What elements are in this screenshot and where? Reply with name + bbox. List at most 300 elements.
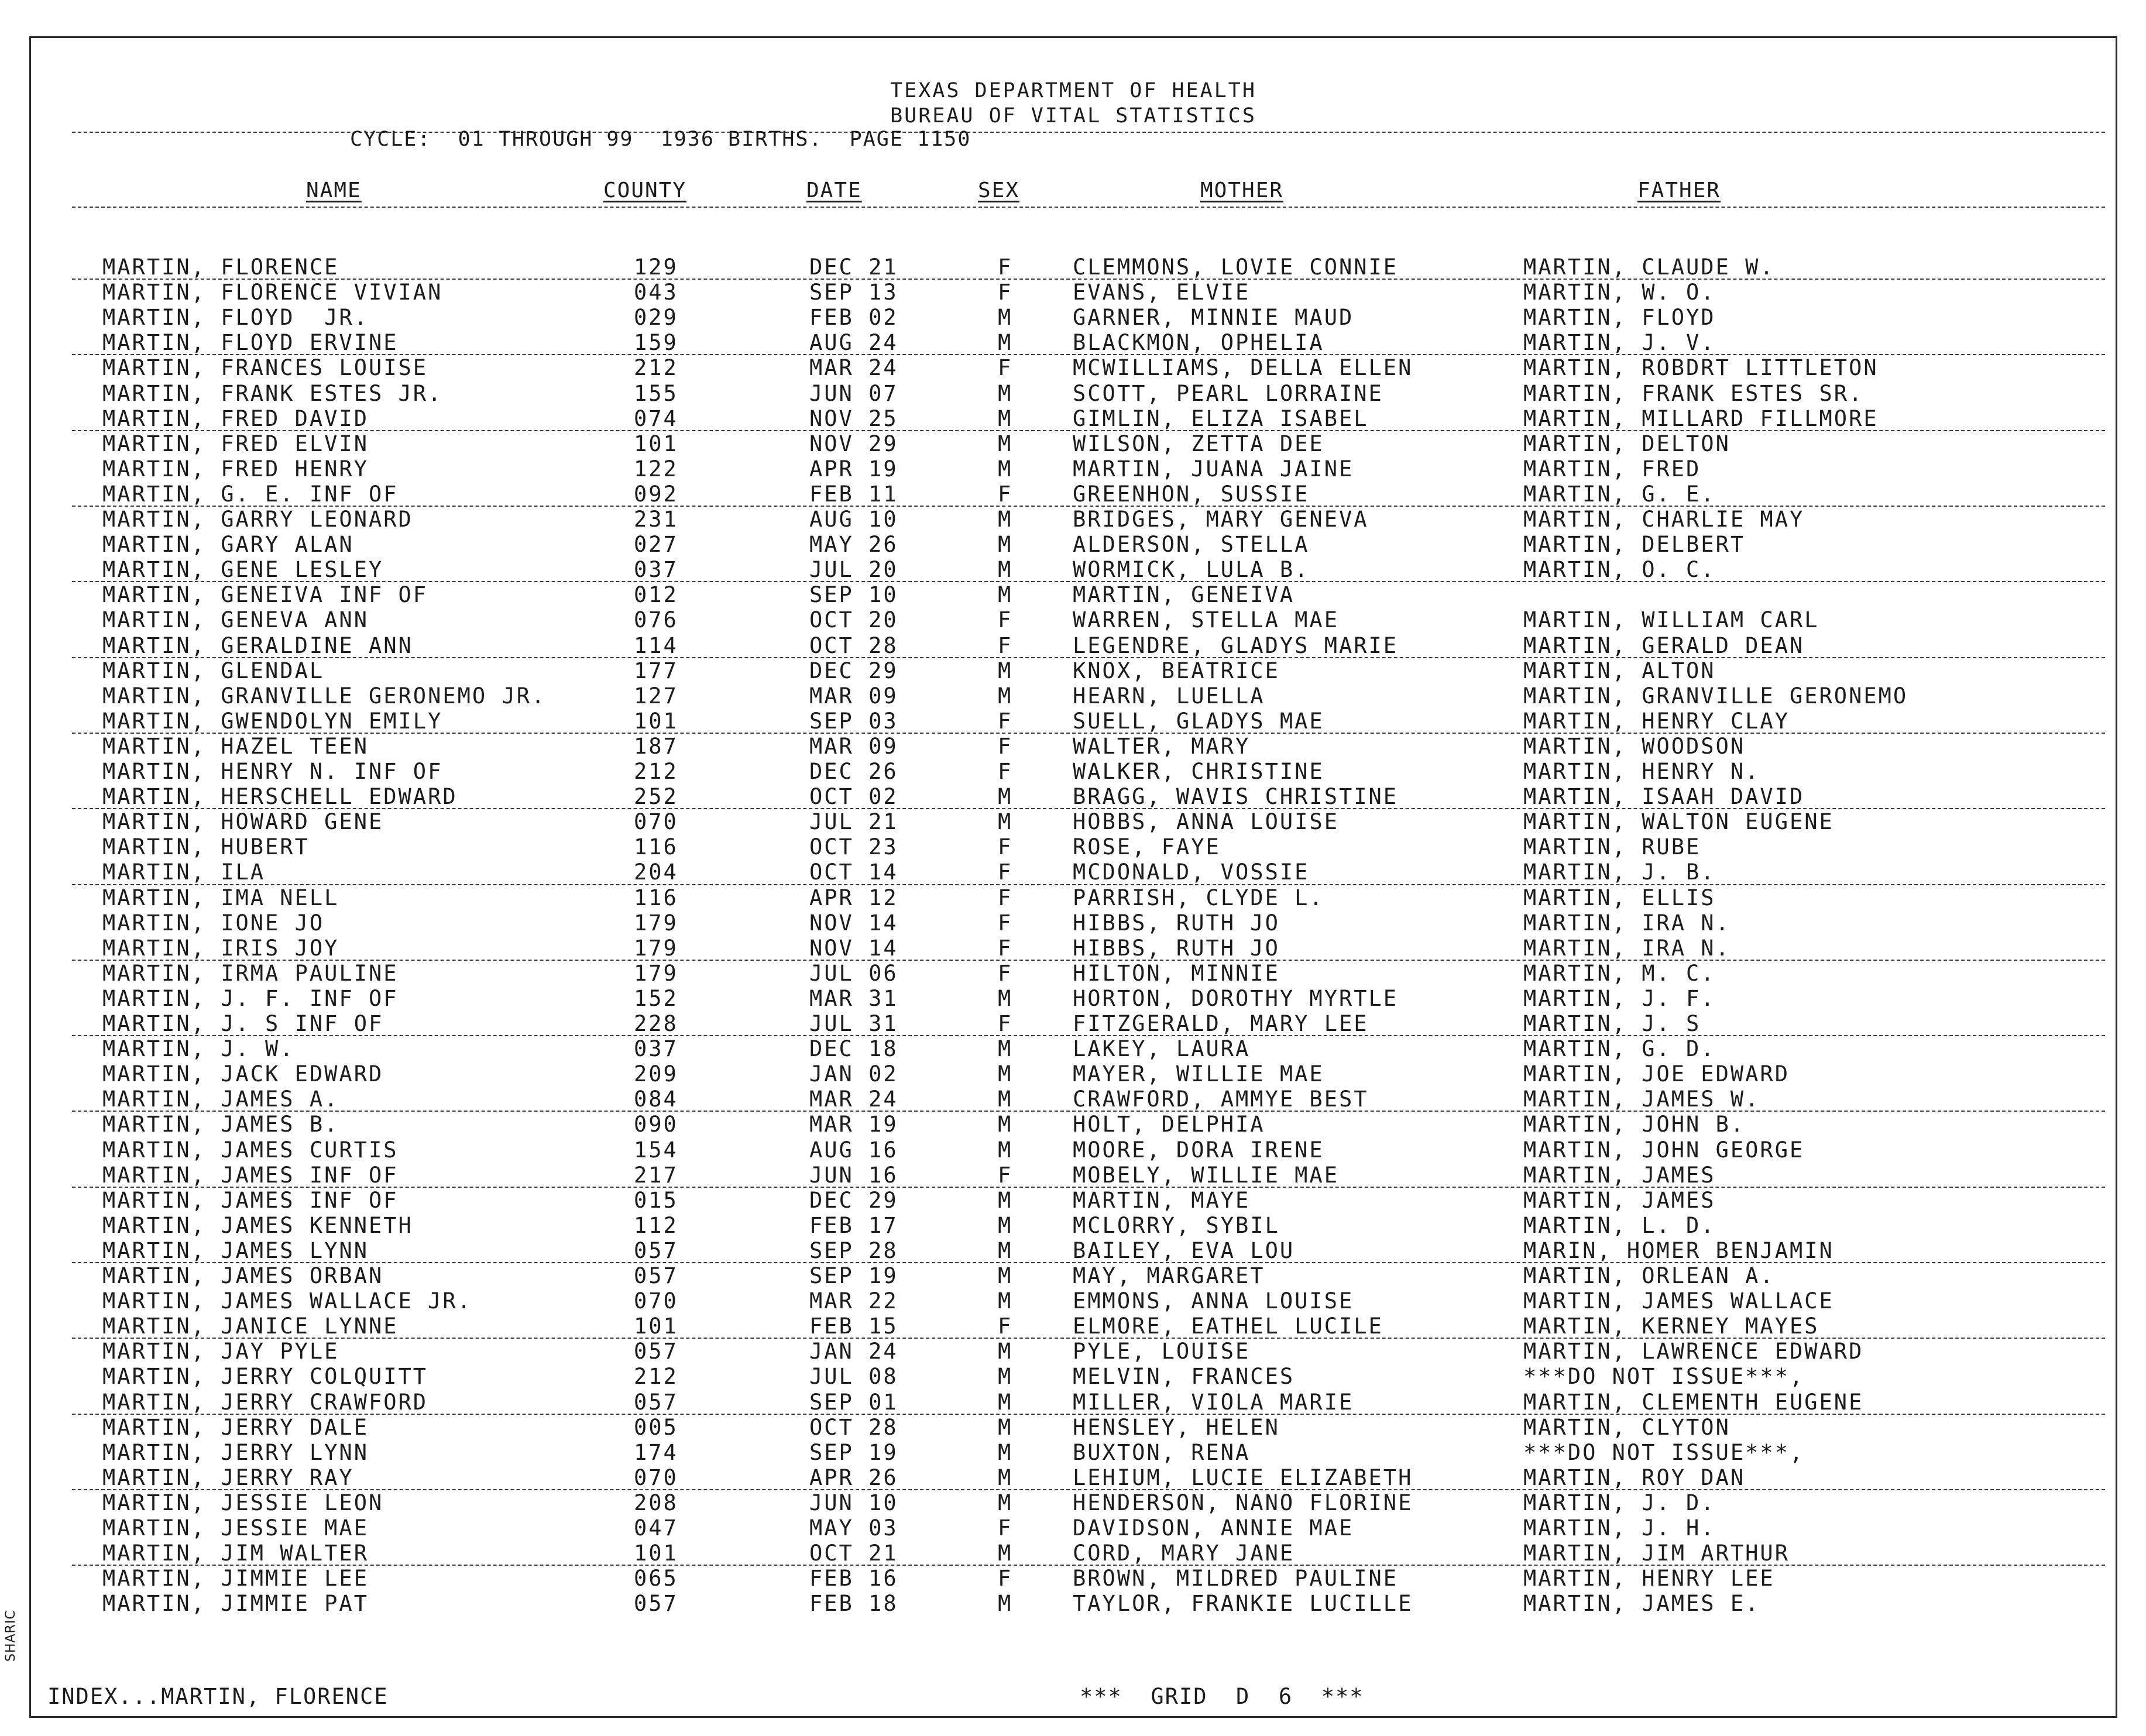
cell-date: MAY 26	[809, 532, 898, 558]
cell-sex: M	[998, 557, 1013, 583]
cell-date: MAR 31	[809, 985, 898, 1011]
cell-mother: HEARN, LUELLA	[1073, 683, 1265, 709]
cell-father: MARTIN, WILLIAM CARL	[1523, 607, 1819, 633]
table-row	[31, 1415, 2116, 1441]
column-header-name: NAME	[306, 178, 362, 202]
cell-date: SEP 13	[809, 280, 898, 305]
cell-date: MAR 24	[809, 1087, 898, 1112]
cell-name: MARTIN, GARRY LEONARD	[102, 507, 413, 532]
cell-sex: F	[998, 355, 1013, 381]
cell-date: DEC 29	[809, 1187, 898, 1213]
cell-county: 116	[634, 885, 678, 910]
cell-county: 101	[634, 1314, 678, 1339]
cell-county: 037	[634, 1036, 678, 1062]
table-row	[31, 633, 2116, 659]
table-row	[31, 456, 2116, 482]
cell-sex: M	[998, 380, 1013, 406]
cell-father: MARTIN, JAMES	[1523, 1187, 1716, 1213]
cell-father: MARTIN, IRA N.	[1523, 910, 1730, 936]
table-row	[31, 1364, 2116, 1390]
cell-mother: LEGENDRE, GLADYS MARIE	[1073, 632, 1399, 658]
cell-sex: M	[998, 405, 1013, 431]
cell-father: MARTIN, JOHN GEORGE	[1523, 1137, 1805, 1163]
table-row	[31, 255, 2116, 280]
cell-sex: M	[998, 1112, 1013, 1137]
cell-name: MARTIN, HENRY N. INF OF	[102, 759, 443, 784]
cell-date: SEP 01	[809, 1389, 898, 1415]
table-row	[31, 381, 2116, 407]
table-row	[31, 1440, 2116, 1466]
cell-name: MARTIN, FLORENCE	[102, 255, 339, 280]
cell-name: MARTIN, JAMES A.	[102, 1087, 339, 1112]
cell-mother: DAVIDSON, ANNIE MAE	[1073, 1515, 1354, 1541]
cell-county: 217	[634, 1162, 678, 1188]
cell-county: 092	[634, 481, 678, 507]
cell-county: 076	[634, 607, 678, 633]
cell-date: JUL 08	[809, 1364, 898, 1390]
cell-father: MARTIN, DELBERT	[1523, 532, 1746, 558]
table-row	[31, 1465, 2116, 1491]
cell-mother: WILSON, ZETTA DEE	[1073, 431, 1324, 456]
table-row	[31, 683, 2116, 709]
cell-county: 057	[634, 1339, 678, 1364]
cell-sex: M	[998, 1439, 1013, 1465]
cell-mother: CLEMMONS, LOVIE CONNIE	[1073, 255, 1399, 280]
cell-sex: M	[998, 330, 1013, 356]
cell-date: JUL 21	[809, 809, 898, 835]
cell-sex: F	[998, 834, 1013, 860]
cell-father: MARTIN, JAMES	[1523, 1162, 1716, 1188]
cell-name: MARTIN, HERSCHELL EDWARD	[102, 784, 458, 810]
cell-county: 012	[634, 582, 678, 608]
cell-sex: M	[998, 1465, 1013, 1490]
table-row	[31, 809, 2116, 835]
cell-name: MARTIN, JAMES ORBAN	[102, 1263, 384, 1288]
table-row	[31, 557, 2116, 583]
cell-name: MARTIN, GRANVILLE GERONEMO JR.	[102, 683, 547, 709]
cell-name: MARTIN, JIM WALTER	[102, 1541, 369, 1566]
cell-sex: M	[998, 1389, 1013, 1415]
document-frame	[29, 36, 2117, 1718]
cell-sex: M	[998, 809, 1013, 835]
cell-sex: F	[998, 280, 1013, 305]
cell-mother: ELMORE, EATHEL LUCILE	[1073, 1314, 1383, 1339]
table-row	[31, 582, 2116, 608]
cell-sex: M	[998, 658, 1013, 683]
table-row	[31, 1112, 2116, 1137]
table-row	[31, 1036, 2116, 1062]
cell-sex: M	[998, 683, 1013, 709]
cell-date: OCT 14	[809, 860, 898, 885]
table-row	[31, 532, 2116, 558]
cell-county: 101	[634, 708, 678, 734]
cell-sex: F	[998, 1162, 1013, 1188]
cell-county: 057	[634, 1263, 678, 1288]
cell-mother: HORTON, DOROTHY MYRTLE	[1073, 985, 1399, 1011]
cell-date: MAR 22	[809, 1288, 898, 1314]
table-row	[31, 330, 2116, 356]
table-row	[31, 860, 2116, 885]
cell-mother: MOORE, DORA IRENE	[1073, 1137, 1324, 1163]
cell-mother: HILTON, MINNIE	[1073, 960, 1280, 986]
cell-father: MARTIN, JOHN B.	[1523, 1112, 1746, 1137]
column-header-mother: MOTHER	[1200, 178, 1284, 202]
cell-father: MARTIN, DELTON	[1523, 431, 1730, 456]
table-row	[31, 1541, 2116, 1566]
cell-county: 179	[634, 960, 678, 986]
cell-sex: F	[998, 1566, 1013, 1591]
cell-name: MARTIN, JIMMIE LEE	[102, 1566, 369, 1591]
cell-father: MARTIN, ALTON	[1523, 658, 1716, 683]
cell-sex: F	[998, 481, 1013, 507]
cell-date: FEB 02	[809, 305, 898, 331]
cell-father: MARTIN, FLOYD	[1523, 305, 1716, 331]
cell-name: MARTIN, FRANK ESTES JR.	[102, 380, 443, 406]
cell-name: MARTIN, IMA NELL	[102, 885, 339, 910]
table-row	[31, 507, 2116, 532]
cell-county: 057	[634, 1389, 678, 1415]
cell-mother: MAY, MARGARET	[1073, 1263, 1265, 1288]
cell-sex: F	[998, 885, 1013, 910]
cell-date: JUN 10	[809, 1490, 898, 1515]
cell-sex: F	[998, 960, 1013, 986]
cell-mother: ALDERSON, STELLA	[1073, 532, 1310, 558]
cell-county: 070	[634, 809, 678, 835]
cell-name: MARTIN, JAMES WALLACE JR.	[102, 1288, 472, 1314]
table-row	[31, 709, 2116, 734]
cell-name: MARTIN, JAMES LYNN	[102, 1237, 369, 1263]
table-row	[31, 1314, 2116, 1339]
cell-name: MARTIN, IONE JO	[102, 910, 325, 936]
cell-date: OCT 02	[809, 784, 898, 810]
cycle-line: CYCLE: 01 THROUGH 99 1936 BIRTHS. PAGE 1150	[350, 128, 971, 151]
cell-mother: BRIDGES, MARY GENEVA	[1073, 507, 1369, 532]
cell-date: AUG 10	[809, 507, 898, 532]
cell-father: MARTIN, RUBE	[1523, 834, 1701, 860]
table-row	[31, 482, 2116, 507]
cell-county: 187	[634, 733, 678, 759]
column-header-date: DATE	[806, 178, 862, 202]
footer-grid: *** GRID D 6 ***	[1080, 1684, 1364, 1709]
table-row	[31, 1213, 2116, 1239]
cell-father: MARTIN, FRANK ESTES SR.	[1523, 380, 1864, 406]
cell-county: 114	[634, 632, 678, 658]
cell-mother: BROWN, MILDRED PAULINE	[1073, 1566, 1399, 1591]
cell-county: 127	[634, 683, 678, 709]
cell-date: SEP 10	[809, 582, 898, 608]
cell-name: MARTIN, JIMMIE PAT	[102, 1591, 369, 1617]
table-row	[31, 1339, 2116, 1364]
cell-sex: F	[998, 759, 1013, 784]
cell-date: DEC 18	[809, 1036, 898, 1062]
cell-mother: WARREN, STELLA MAE	[1073, 607, 1339, 633]
table-row	[31, 1137, 2116, 1163]
cell-county: 122	[634, 456, 678, 482]
cell-sex: M	[998, 1288, 1013, 1314]
cell-mother: MOBELY, WILLIE MAE	[1073, 1162, 1339, 1188]
cell-sex: M	[998, 985, 1013, 1011]
cell-date: JUN 16	[809, 1162, 898, 1188]
cell-sex: M	[998, 456, 1013, 482]
cell-father: MARTIN, J. F.	[1523, 985, 1716, 1011]
cell-name: MARTIN, J. F. INF OF	[102, 985, 399, 1011]
cell-sex: M	[998, 431, 1013, 456]
cell-name: MARTIN, JERRY CRAWFORD	[102, 1389, 428, 1415]
cell-mother: HOBBS, ANNA LOUISE	[1073, 809, 1339, 835]
cell-name: MARTIN, JERRY RAY	[102, 1465, 354, 1490]
cell-county: 043	[634, 280, 678, 305]
table-row	[31, 1288, 2116, 1314]
table-row	[31, 1263, 2116, 1289]
cell-mother: BRAGG, WAVIS CHRISTINE	[1073, 784, 1399, 810]
cell-mother: GARNER, MINNIE MAUD	[1073, 305, 1354, 331]
cell-father: MARTIN, CHARLIE MAY	[1523, 507, 1805, 532]
cell-sex: M	[998, 532, 1013, 558]
cell-name: MARTIN, GENEIVA INF OF	[102, 582, 428, 608]
cell-sex: M	[998, 1212, 1013, 1238]
cell-date: MAR 24	[809, 355, 898, 381]
column-header-rule	[72, 207, 2105, 208]
cell-name: MARTIN, HUBERT	[102, 834, 310, 860]
table-row	[31, 1188, 2116, 1214]
cell-mother: MELVIN, FRANCES	[1073, 1364, 1295, 1390]
cell-name: MARTIN, HAZEL TEEN	[102, 733, 369, 759]
footer-index: INDEX...MARTIN, FLORENCE	[47, 1684, 389, 1709]
table-row	[31, 910, 2116, 936]
table-row	[31, 280, 2116, 305]
cell-date: NOV 25	[809, 405, 898, 431]
cell-father: MARTIN, CLAUDE W.	[1523, 255, 1775, 280]
table-row	[31, 986, 2116, 1012]
cell-name: MARTIN, JAMES B.	[102, 1112, 339, 1137]
cell-date: NOV 14	[809, 910, 898, 936]
cell-county: 090	[634, 1112, 678, 1137]
cell-name: MARTIN, JERRY COLQUITT	[102, 1364, 428, 1390]
cell-name: MARTIN, JAMES KENNETH	[102, 1212, 413, 1238]
cell-county: 005	[634, 1414, 678, 1440]
cell-date: JAN 02	[809, 1061, 898, 1087]
cell-county: 179	[634, 935, 678, 961]
cell-county: 047	[634, 1515, 678, 1541]
cell-county: 112	[634, 1212, 678, 1238]
cell-father: MARTIN, GRANVILLE GERONEMO	[1523, 683, 1908, 709]
cell-date: MAR 09	[809, 733, 898, 759]
table-row	[31, 784, 2116, 810]
cell-father: MARTIN, L. D.	[1523, 1212, 1716, 1238]
cell-mother: MAYER, WILLIE MAE	[1073, 1061, 1324, 1087]
cell-county: 174	[634, 1439, 678, 1465]
cell-sex: M	[998, 1087, 1013, 1112]
cell-date: OCT 21	[809, 1541, 898, 1566]
cell-name: MARTIN, JESSIE MAE	[102, 1515, 369, 1541]
cell-sex: M	[998, 1036, 1013, 1062]
cell-date: NOV 29	[809, 431, 898, 456]
table-row	[31, 734, 2116, 759]
cell-name: MARTIN, JAMES INF OF	[102, 1162, 399, 1188]
cell-father: MARTIN, HENRY CLAY	[1523, 708, 1790, 734]
cell-father: MARIN, HOMER BENJAMIN	[1523, 1237, 1834, 1263]
cell-sex: F	[998, 632, 1013, 658]
cell-name: MARTIN, J. S INF OF	[102, 1011, 384, 1036]
cell-mother: HENSLEY, HELEN	[1073, 1414, 1280, 1440]
cell-father: MARTIN, J. D.	[1523, 1490, 1716, 1515]
cell-date: AUG 24	[809, 330, 898, 356]
cell-date: SEP 03	[809, 708, 898, 734]
cell-county: 070	[634, 1288, 678, 1314]
cell-county: 231	[634, 507, 678, 532]
table-row	[31, 1163, 2116, 1188]
cell-mother: HOLT, DELPHIA	[1073, 1112, 1265, 1137]
cell-date: JUL 20	[809, 557, 898, 583]
cell-sex: M	[998, 1339, 1013, 1364]
cell-father: MARTIN, JAMES W.	[1523, 1087, 1760, 1112]
cell-mother: MARTIN, JUANA JAINE	[1073, 456, 1354, 482]
cell-mother: FITZGERALD, MARY LEE	[1073, 1011, 1369, 1036]
cell-father: MARTIN, JAMES WALLACE	[1523, 1288, 1834, 1314]
cell-father: ***DO NOT ISSUE***,	[1523, 1364, 1805, 1390]
cell-date: DEC 21	[809, 255, 898, 280]
table-row	[31, 1238, 2116, 1264]
cell-name: MARTIN, FLOYD JR.	[102, 305, 369, 331]
cell-name: MARTIN, G. E. INF OF	[102, 481, 399, 507]
cell-county: 057	[634, 1591, 678, 1617]
cell-mother: KNOX, BEATRICE	[1073, 658, 1280, 683]
table-row	[31, 936, 2116, 961]
cell-name: MARTIN, JACK EDWARD	[102, 1061, 384, 1087]
cell-sex: M	[998, 582, 1013, 608]
cell-mother: HIBBS, RUTH JO	[1073, 935, 1280, 961]
table-row	[31, 658, 2116, 684]
column-header-father: FATHER	[1637, 178, 1721, 202]
cell-date: DEC 26	[809, 759, 898, 784]
cell-mother: MCDONALD, VOSSIE	[1073, 860, 1310, 885]
cell-county: 155	[634, 380, 678, 406]
cell-date: FEB 11	[809, 481, 898, 507]
cell-father: MARTIN, J. S	[1523, 1011, 1701, 1036]
cell-mother: ROSE, FAYE	[1073, 834, 1221, 860]
cell-mother: EVANS, ELVIE	[1073, 280, 1251, 305]
cell-date: SEP 28	[809, 1237, 898, 1263]
table-row	[31, 406, 2116, 432]
cell-sex: M	[998, 305, 1013, 331]
cell-mother: BLACKMON, OPHELIA	[1073, 330, 1324, 356]
cell-sex: F	[998, 255, 1013, 280]
cell-mother: PYLE, LOUISE	[1073, 1339, 1251, 1364]
table-row	[31, 355, 2116, 381]
cell-sex: F	[998, 708, 1013, 734]
cell-mother: CORD, MARY JANE	[1073, 1541, 1295, 1566]
cell-date: APR 26	[809, 1465, 898, 1490]
cell-county: 228	[634, 1011, 678, 1036]
cell-mother: SCOTT, PEARL LORRAINE	[1073, 380, 1383, 406]
cell-name: MARTIN, J. W.	[102, 1036, 295, 1062]
cell-name: MARTIN, IRIS JOY	[102, 935, 339, 961]
cell-father: MARTIN, IRA N.	[1523, 935, 1730, 961]
table-row	[31, 1591, 2116, 1617]
table-row	[31, 1087, 2116, 1112]
cell-county: 129	[634, 255, 678, 280]
cell-county: 159	[634, 330, 678, 356]
cell-sex: M	[998, 1364, 1013, 1390]
cell-date: MAY 03	[809, 1515, 898, 1541]
cell-father: MARTIN, HENRY LEE	[1523, 1566, 1775, 1591]
cell-date: OCT 20	[809, 607, 898, 633]
cell-name: MARTIN, GARY ALAN	[102, 532, 354, 558]
cell-sex: F	[998, 910, 1013, 936]
cell-mother: HENDERSON, NANO FLORINE	[1073, 1490, 1413, 1515]
cell-mother: SUELL, GLADYS MAE	[1073, 708, 1324, 734]
cell-date: SEP 19	[809, 1439, 898, 1465]
cell-name: MARTIN, HOWARD GENE	[102, 809, 384, 835]
table-row	[31, 759, 2116, 785]
cell-date: JUL 31	[809, 1011, 898, 1036]
header-department: TEXAS DEPARTMENT OF HEALTH	[890, 79, 1256, 102]
header-bureau: BUREAU OF VITAL STATISTICS	[890, 104, 1256, 128]
cell-name: MARTIN, FRED HENRY	[102, 456, 369, 482]
table-row	[31, 431, 2116, 457]
cell-father: ***DO NOT ISSUE***,	[1523, 1439, 1805, 1465]
cell-mother: GIMLIN, ELIZA ISABEL	[1073, 405, 1369, 431]
cell-mother: EMMONS, ANNA LOUISE	[1073, 1288, 1354, 1314]
cell-county: 152	[634, 985, 678, 1011]
cell-father: MARTIN, LAWRENCE EDWARD	[1523, 1339, 1864, 1364]
cell-father: MARTIN, O. C.	[1523, 557, 1716, 583]
cell-name: MARTIN, ILA	[102, 860, 266, 885]
cell-mother: GREENHON, SUSSIE	[1073, 481, 1310, 507]
cell-mother: MCWILLIAMS, DELLA ELLEN	[1073, 355, 1413, 381]
cell-county: 177	[634, 658, 678, 683]
table-row	[31, 885, 2116, 911]
cell-father: MARTIN, CLEMENTH EUGENE	[1523, 1389, 1864, 1415]
cell-name: MARTIN, FRED DAVID	[102, 405, 369, 431]
cell-father: MARTIN, ROBDRT LITTLETON	[1523, 355, 1879, 381]
cell-father: MARTIN, HENRY N.	[1523, 759, 1760, 784]
table-row	[31, 961, 2116, 986]
cell-county: 212	[634, 355, 678, 381]
cell-sex: M	[998, 1061, 1013, 1087]
cell-name: MARTIN, IRMA PAULINE	[102, 960, 399, 986]
cell-sex: M	[998, 1490, 1013, 1515]
cell-sex: M	[998, 507, 1013, 532]
table-row	[31, 1390, 2116, 1415]
cell-name: MARTIN, FLOYD ERVINE	[102, 330, 399, 356]
cell-name: MARTIN, JERRY LYNN	[102, 1439, 369, 1465]
cell-mother: MCLORRY, SYBIL	[1073, 1212, 1280, 1238]
cell-name: MARTIN, JESSIE LEON	[102, 1490, 384, 1515]
cell-mother: BAILEY, EVA LOU	[1073, 1237, 1295, 1263]
cell-mother: BUXTON, RENA	[1073, 1439, 1251, 1465]
column-header-county: COUNTY	[603, 178, 687, 202]
cell-name: MARTIN, JAMES INF OF	[102, 1187, 399, 1213]
cell-date: FEB 17	[809, 1212, 898, 1238]
cell-father: MARTIN, W. O.	[1523, 280, 1716, 305]
cell-date: OCT 28	[809, 632, 898, 658]
cell-sex: M	[998, 1541, 1013, 1566]
table-row	[31, 1566, 2116, 1591]
cell-sex: F	[998, 935, 1013, 961]
cell-county: 037	[634, 557, 678, 583]
cell-county: 027	[634, 532, 678, 558]
cell-mother: HIBBS, RUTH JO	[1073, 910, 1280, 936]
cell-date: DEC 29	[809, 658, 898, 683]
cell-mother: WALKER, CHRISTINE	[1073, 759, 1324, 784]
cell-father: MARTIN, ISAAH DAVID	[1523, 784, 1805, 810]
cell-county: 154	[634, 1137, 678, 1163]
cell-sex: F	[998, 1314, 1013, 1339]
cell-county: 065	[634, 1566, 678, 1591]
cell-name: MARTIN, JERRY DALE	[102, 1414, 369, 1440]
cell-county: 252	[634, 784, 678, 810]
